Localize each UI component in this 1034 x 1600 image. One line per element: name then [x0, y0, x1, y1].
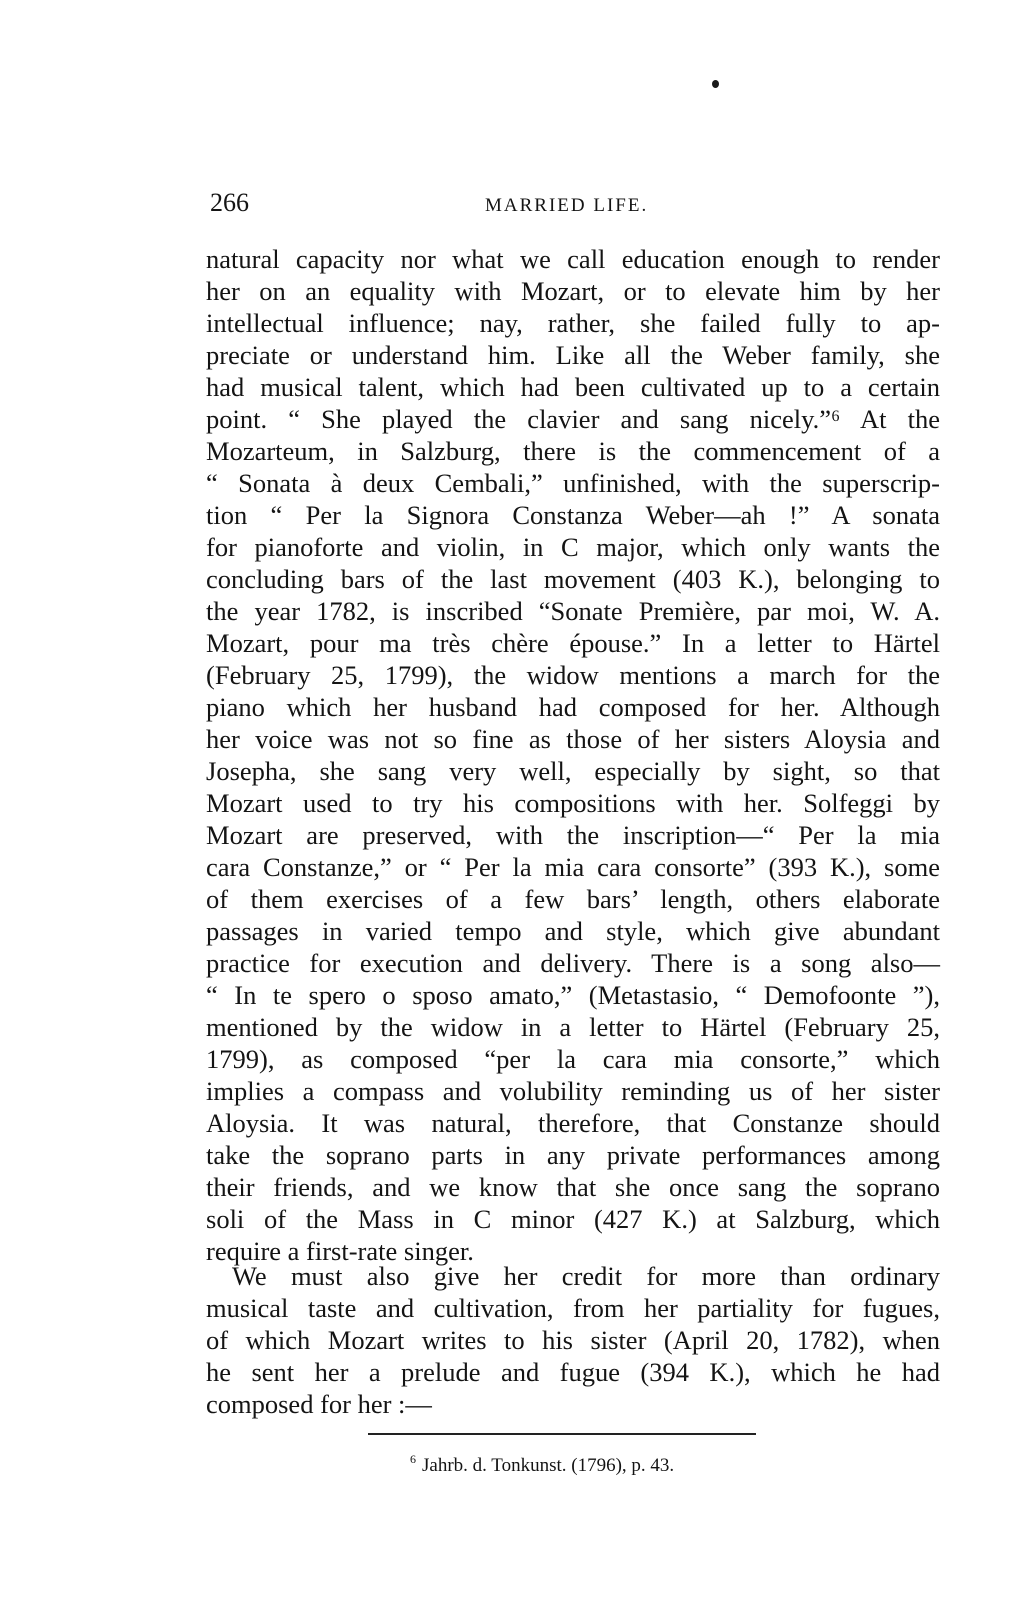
running-head: MARRIED LIFE. [485, 195, 649, 216]
text-line: intellectual influence; nay, rather, she failed fully to ap- [206, 308, 940, 338]
text-line: her voice was not so fine as those of her sisters Aloysia and [206, 724, 940, 754]
text-line: Josepha, she sang very well, especially by sight, so that [206, 756, 940, 786]
text-line: natural capacity nor what we call education enough to render [206, 244, 940, 274]
text-line: her on an equality with Mozart, or to elevate him by her [206, 276, 940, 306]
text-line: take the soprano parts in any private performances among [206, 1140, 940, 1170]
text-line: mentioned by the widow in a letter to Härtel (February 25, [206, 1012, 940, 1042]
text-line: passages in varied tempo and style, which give abundant [206, 916, 940, 946]
text-line: the year 1782, is inscribed “Sonate Première, par moi, W. A. [206, 596, 940, 626]
text-line: for pianoforte and violin, in C major, which only wants the [206, 532, 940, 562]
text-line: “ Sonata à deux Cembali,” unfinished, with the superscrip- [206, 468, 940, 498]
text-line: composed for her :— [206, 1389, 432, 1419]
text-line: piano which her husband had composed for her. Although [206, 692, 940, 722]
text-line: Mozart are preserved, with the inscription—“ Per la mia [206, 820, 940, 850]
text-line: We must also give her credit for more than ordinary [232, 1261, 940, 1291]
paragraph-1 [206, 243, 940, 1267]
text-line: practice for execution and delivery. There is a song also— [206, 948, 940, 978]
text-line: Aloysia. It was natural, therefore, that Constanze should [206, 1108, 940, 1138]
text-line: of which Mozart writes to his sister (April 20, 1782), when [206, 1325, 940, 1355]
text-line: “ In te spero o sposo amato,” (Metastasio, “ Demofoonte ”), [206, 980, 940, 1010]
text-line: Mozarteum, in Salzburg, there is the commencement of a [206, 436, 940, 466]
text-line: 1799), as composed “per la cara mia consorte,” which [206, 1044, 940, 1074]
text-line: cara Constanze,” or “ Per la mia cara consorte” (393 K.), some [206, 852, 940, 882]
text-line: their friends, and we know that she once sang the soprano [206, 1172, 940, 1202]
text-line: had musical talent, which had been cultivated up to a certain [206, 372, 940, 402]
page-header [210, 186, 950, 220]
text-line: point. “ She played the clavier and sang nicely.”⁶ At the [206, 404, 940, 434]
page-number: 266 [210, 188, 249, 217]
text-line: soli of the Mass in C minor (427 K.) at Salzburg, which [206, 1204, 940, 1234]
text-line: musical taste and cultivation, from her partiality for fugues, [206, 1293, 940, 1323]
text-line: concluding bars of the last movement (403 K.), belonging to [206, 564, 940, 594]
text-line: (February 25, 1799), the widow mentions a march for the [206, 660, 940, 690]
text-line: of them exercises of a few bars’ length, others elaborate [206, 884, 940, 914]
footnote-rule [368, 1433, 756, 1435]
text-line: tion “ Per la Signora Constanza Weber—ah !” A sonata [206, 500, 940, 530]
ink-speck [712, 80, 719, 88]
footnote-text: Jahrb. d. Tonkunst. (1796), p. 43. [422, 1455, 675, 1476]
paragraph-2 [206, 1260, 940, 1420]
text-line: implies a compass and volubility reminding us of her sister [206, 1076, 940, 1106]
footnote-marker: 6 [410, 1452, 416, 1466]
text-line: he sent her a prelude and fugue (394 K.), which he had [206, 1357, 940, 1387]
text-line: Mozart, pour ma très chère épouse.” In a letter to Härtel [206, 628, 940, 658]
footnote [410, 1446, 674, 1479]
text-line: require a first-rate singer. [206, 1236, 474, 1266]
text-line: preciate or understand him. Like all the Weber family, she [206, 340, 940, 370]
text-line: Mozart used to try his compositions with her. Solfeggi by [206, 788, 940, 818]
